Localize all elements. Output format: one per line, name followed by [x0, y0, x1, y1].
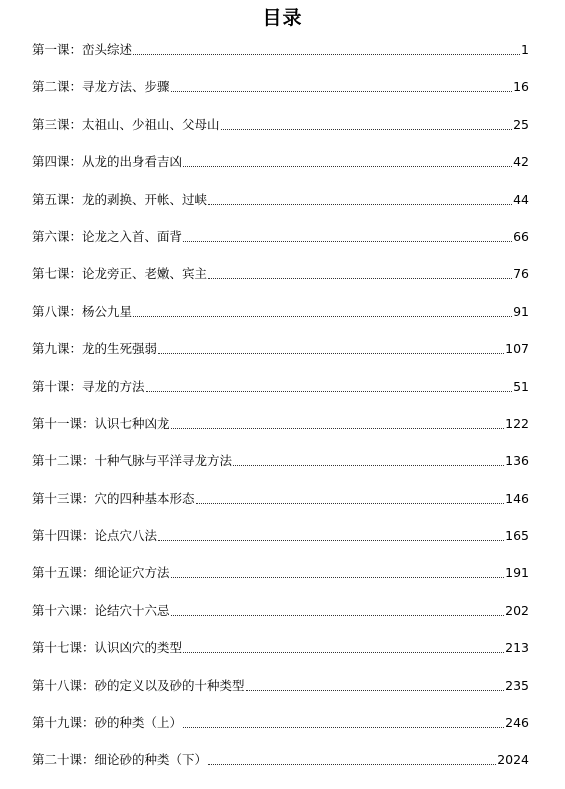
dot-leader	[133, 315, 512, 317]
toc-entry-page-number: 235	[505, 677, 529, 693]
toc-entry[interactable]	[32, 153, 529, 171]
toc-entry-page-number: 165	[505, 528, 529, 544]
dot-leader	[171, 576, 505, 578]
toc-entry[interactable]	[32, 228, 529, 246]
toc-entry-title: 第十二课：十种气脉与平洋寻龙方法	[32, 453, 233, 469]
toc-entry-page-number: 191	[505, 565, 529, 581]
toc-entry[interactable]	[32, 78, 529, 96]
toc-entry-title: 第十五课：细论证穴方法	[32, 565, 170, 581]
toc-entry-page-number: 246	[505, 715, 529, 731]
dot-leader	[208, 203, 512, 205]
dot-leader	[183, 651, 504, 653]
toc-entry[interactable]	[32, 564, 529, 582]
toc-entry-title: 第八课：杨公九星	[32, 303, 133, 319]
toc-entry[interactable]	[32, 602, 529, 620]
dot-leader	[208, 277, 512, 279]
toc-entry-title: 第十四课：论点穴八法	[32, 528, 158, 544]
dot-leader	[183, 726, 504, 728]
dot-leader	[158, 539, 504, 541]
toc-entry-page-number: 25	[513, 116, 529, 132]
toc-entry-title: 第十八课：砂的定义以及砂的十种类型	[32, 677, 245, 693]
toc-entry[interactable]	[32, 41, 529, 59]
toc-entry[interactable]	[32, 490, 529, 508]
dot-leader	[133, 53, 520, 55]
toc-entry-page-number: 66	[513, 228, 529, 244]
dot-leader	[183, 240, 512, 242]
toc-entry[interactable]	[32, 751, 529, 769]
toc-entry[interactable]	[32, 116, 529, 134]
toc-entry-title: 第十九课：砂的种类（上）	[32, 715, 183, 731]
toc-entry-title: 第十六课：论结穴十六忌	[32, 602, 170, 618]
toc-entry-page-number: 202	[505, 602, 529, 618]
toc-entry-page-number: 146	[505, 490, 529, 506]
toc-entry[interactable]	[32, 340, 529, 358]
dot-leader	[171, 427, 505, 429]
toc-entry-title: 第五课：龙的剥换、开帐、过峡	[32, 191, 208, 207]
dot-leader	[183, 165, 512, 167]
toc-entry-title: 第九课：龙的生死强弱	[32, 341, 158, 357]
toc-entry[interactable]	[32, 265, 529, 283]
toc-entry-page-number: 1	[521, 42, 529, 57]
toc-entry-title: 第二十课：细论砂的种类（下）	[32, 752, 208, 768]
toc-entry-page-number: 122	[505, 415, 529, 431]
dot-leader	[246, 689, 505, 691]
toc-entry-page-number: 44	[513, 191, 529, 207]
toc-entry-title: 第四课：从龙的出身看吉凶	[32, 154, 183, 170]
toc-entry-page-number: 107	[505, 341, 529, 357]
page-title: 目录	[262, 7, 303, 29]
toc-entry-title: 第十一课：认识七种凶龙	[32, 415, 170, 431]
toc-entry[interactable]	[32, 452, 529, 470]
toc-entry-title: 第二课：寻龙方法、步骤	[32, 79, 170, 95]
toc-entry[interactable]	[32, 415, 529, 433]
toc-entry[interactable]	[32, 191, 529, 209]
dot-leader	[233, 464, 504, 466]
toc-entry-title: 第七课：论龙旁正、老嫩、宾主	[32, 266, 208, 282]
toc-entry-page-number: 2024	[497, 752, 529, 768]
dot-leader	[208, 763, 496, 765]
toc-entry-title: 第十课：寻龙的方法	[32, 378, 145, 394]
toc-entry-title: 第十三课：穴的四种基本形态	[32, 490, 195, 506]
toc-entry[interactable]	[32, 677, 529, 695]
toc-entry[interactable]	[32, 527, 529, 545]
toc-entry-title: 第六课：论龙之入首、面背	[32, 228, 183, 244]
toc-entry-page-number: 213	[505, 640, 529, 656]
dot-leader	[146, 390, 513, 392]
toc-entry-page-number: 76	[513, 266, 529, 282]
toc-entry[interactable]	[32, 714, 529, 732]
toc-entry-page-number: 136	[505, 453, 529, 469]
toc-entry[interactable]	[32, 378, 529, 396]
toc-entry[interactable]	[32, 303, 529, 321]
toc-entry-page-number: 91	[513, 303, 529, 319]
toc-entry[interactable]	[32, 639, 529, 657]
toc-entry-title: 第十七课：认识凶穴的类型	[32, 640, 183, 656]
dot-leader	[171, 90, 513, 92]
toc-entry-page-number: 51	[513, 378, 529, 394]
toc-entry-page-number: 42	[513, 154, 529, 170]
table-of-contents	[32, 41, 529, 789]
dot-leader	[196, 502, 505, 504]
dot-leader	[171, 614, 505, 616]
dot-leader	[158, 352, 504, 354]
toc-entry-title: 第三课：太祖山、少祖山、父母山	[32, 116, 220, 132]
toc-entry-title: 第一课：峦头综述	[32, 42, 133, 57]
dot-leader	[221, 128, 513, 130]
toc-entry-page-number: 16	[513, 79, 529, 95]
